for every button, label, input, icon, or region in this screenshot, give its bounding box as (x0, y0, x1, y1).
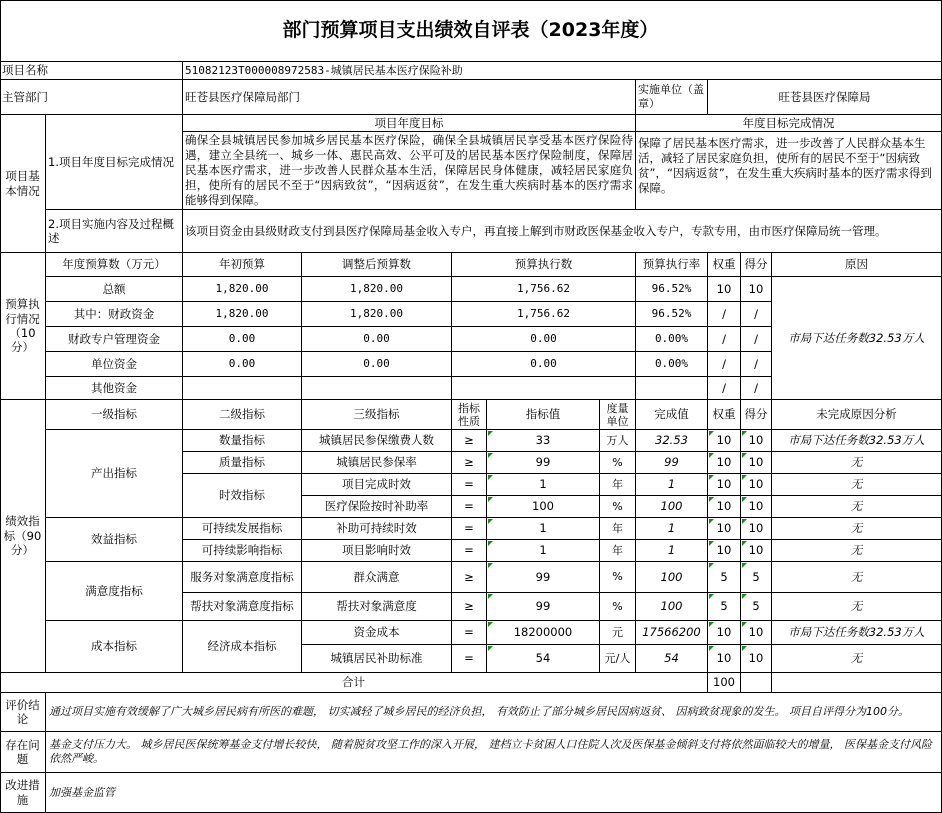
budget-score: 10 (741, 277, 772, 302)
indicator-nature: = (452, 645, 487, 673)
level2-indicator: 可持续影响指标 (183, 540, 302, 562)
indicator-value: 1 (487, 518, 600, 540)
budget-adjusted: 1,820.00 (302, 302, 452, 327)
budget-header-label: 年度预算数（万元） (46, 253, 183, 277)
budget-initial: 0.00 (183, 327, 302, 352)
indicator-nature: ≥ (452, 562, 487, 593)
perf-header-done: 完成值 (636, 400, 708, 430)
budget-score: / (741, 352, 772, 377)
budget-header-adjusted: 调整后预算数 (302, 253, 452, 277)
completed-value: 1 (636, 540, 708, 562)
budget-row-label: 其中：财政资金 (46, 302, 183, 327)
level2-indicator: 时效指标 (183, 474, 302, 518)
indicator-score: 10 (741, 645, 772, 673)
total-label: 合计 (0, 673, 708, 693)
improve-text: 加强基金监管 (46, 773, 942, 813)
indicator-value: 99 (487, 593, 600, 621)
perf-header-value: 指标值 (487, 400, 600, 430)
budget-header-rate: 预算执行率 (636, 253, 708, 277)
indicator-score: 10 (741, 430, 772, 452)
indicator-score: 5 (741, 562, 772, 593)
indicator-weight: 10 (708, 621, 741, 645)
level2-indicator: 数量指标 (183, 430, 302, 452)
indicator-unit: 年 (600, 540, 636, 562)
indicator-unit: 年 (600, 518, 636, 540)
indicator-nature: = (452, 518, 487, 540)
indicator-score: 10 (741, 474, 772, 496)
perf-header-nature: 指标性质 (452, 400, 487, 430)
budget-header-initial: 年初预算 (183, 253, 302, 277)
level2-indicator: 质量指标 (183, 452, 302, 474)
indicator-value: 1 (487, 540, 600, 562)
budget-executed (452, 377, 636, 400)
indicator-unit: % (600, 593, 636, 621)
perf-header-l3: 三级指标 (302, 400, 452, 430)
level2-indicator: 经济成本指标 (183, 621, 302, 673)
indicator-weight: 10 (708, 474, 741, 496)
budget-weight: / (708, 352, 741, 377)
indicator-nature: ≥ (452, 430, 487, 452)
level3-indicator: 医疗保险按时补助率 (302, 496, 452, 518)
budget-executed: 1,756.62 (452, 277, 636, 302)
budget-header-reason: 原因 (772, 253, 942, 277)
budget-reason: 市局下达任务数32.53万人 (772, 277, 942, 400)
indicator-weight: 10 (708, 452, 741, 474)
budget-initial: 1,820.00 (183, 277, 302, 302)
indicator-score: 5 (741, 593, 772, 621)
dept-value: 旺苍县医疗保障局部门 (183, 80, 636, 115)
indicator-score: 10 (741, 621, 772, 645)
budget-rate: 96.52% (636, 302, 708, 327)
indicator-weight: 10 (708, 645, 741, 673)
perf-header-unit: 度量单位 (600, 400, 636, 430)
indicator-unit: 元 (600, 621, 636, 645)
indicator-value: 33 (487, 430, 600, 452)
impl-unit-value: 旺苍县医疗保障局 (708, 80, 942, 115)
budget-row-label: 单位资金 (46, 352, 183, 377)
indicator-weight: 10 (708, 496, 741, 518)
goal-text: 确保全县城镇居民参加城乡居民基本医疗保险，确保全县城镇居民享受基本医疗保险待遇，建立全县统一、城乡一体、惠民高效、公平可及的居民基本医疗保险制度，保障居民基本医疗需求，进一步改善人民群众基本生活，保障居民身体健康，减轻居民家庭负担，使所有的居民不至于“因病致贫”，“因病返贫”，在发生重大疾病时基本的医疗需求能够得到保障。 (183, 132, 636, 210)
budget-score: / (741, 302, 772, 327)
indicator-value: 54 (487, 645, 600, 673)
budget-executed: 0.00 (452, 327, 636, 352)
budget-rate: 96.52% (636, 277, 708, 302)
budget-adjusted (302, 377, 452, 400)
level2-indicator: 帮扶对象满意度指标 (183, 593, 302, 621)
level3-indicator: 项目影响时效 (302, 540, 452, 562)
total-score (741, 673, 772, 693)
indicator-score: 10 (741, 496, 772, 518)
budget-header-weight: 权重 (708, 253, 741, 277)
indicator-nature: = (452, 540, 487, 562)
indicator-value: 99 (487, 562, 600, 593)
goal-header: 项目年度目标 (183, 115, 636, 132)
indicator-value: 18200000 (487, 621, 600, 645)
problem-text: 基金支付压力大。 城乡居民医保统筹基金支付增长较快， 随着脱贫攻坚工作的深入开展， 建档立卡贫困人口住院人次及医保基金倾斜支付将依然面临较大的增量， 医保基金支付风险依然严峻。 (46, 732, 942, 773)
perf-header-reason: 未完成原因分析 (772, 400, 942, 430)
budget-section-label: 预算执行情况（10分） (0, 253, 46, 400)
shortfall-reason: 无 (772, 496, 942, 518)
budget-weight: / (708, 327, 741, 352)
shortfall-reason: 市局下达任务数32.53万人 (772, 430, 942, 452)
budget-initial (183, 377, 302, 400)
indicator-value: 99 (487, 452, 600, 474)
indicator-nature: ≥ (452, 452, 487, 474)
budget-score: / (741, 377, 772, 400)
completed-value: 1 (636, 518, 708, 540)
budget-rate (636, 377, 708, 400)
completed-value: 100 (636, 593, 708, 621)
dept-label: 主管部门 (0, 80, 183, 115)
perf-header-weight: 权重 (708, 400, 741, 430)
budget-row-label: 总额 (46, 277, 183, 302)
budget-score: / (741, 327, 772, 352)
level2-indicator: 可持续发展指标 (183, 518, 302, 540)
indicator-unit: % (600, 562, 636, 593)
indicator-value: 1 (487, 474, 600, 496)
process-row-label: 2.项目实施内容及过程概述 (46, 210, 183, 253)
budget-weight: 10 (708, 277, 741, 302)
level3-indicator: 群众满意 (302, 562, 452, 593)
indicator-unit: 年 (600, 474, 636, 496)
level1-indicator: 成本指标 (46, 621, 183, 673)
perf-header-score: 得分 (741, 400, 772, 430)
level3-indicator: 城镇居民参保缴费人数 (302, 430, 452, 452)
indicator-nature: = (452, 496, 487, 518)
perf-header-l2: 二级指标 (183, 400, 302, 430)
budget-weight: / (708, 302, 741, 327)
indicator-value: 100 (487, 496, 600, 518)
level1-indicator: 产出指标 (46, 430, 183, 518)
budget-header-score: 得分 (741, 253, 772, 277)
level3-indicator: 项目完成时效 (302, 474, 452, 496)
budget-initial: 1,820.00 (183, 302, 302, 327)
indicator-unit: % (600, 452, 636, 474)
budget-executed: 1,756.62 (452, 302, 636, 327)
indicator-unit: 万人 (600, 430, 636, 452)
budget-row-label: 财政专户管理资金 (46, 327, 183, 352)
indicator-unit: 元/人 (600, 645, 636, 673)
indicator-score: 10 (741, 452, 772, 474)
completed-value: 32.53 (636, 430, 708, 452)
level1-indicator: 满意度指标 (46, 562, 183, 621)
shortfall-reason: 无 (772, 593, 942, 621)
level1-indicator: 效益指标 (46, 518, 183, 562)
completed-value: 54 (636, 645, 708, 673)
process-text: 该项目资金由县级财政支付到县医疗保障局基金收入专户，再直接上解到市财政医保基金收入专户，专款专用，由市医疗保障局统一管理。 (183, 210, 942, 253)
goal-row-label: 1.项目年度目标完成情况 (46, 115, 183, 210)
shortfall-reason: 无 (772, 518, 942, 540)
shortfall-reason: 市局下达任务数32.53万人 (772, 621, 942, 645)
indicator-weight: 10 (708, 430, 741, 452)
level3-indicator: 城镇居民补助标准 (302, 645, 452, 673)
level3-indicator: 城镇居民参保率 (302, 452, 452, 474)
budget-weight: / (708, 377, 741, 400)
indicator-weight: 5 (708, 593, 741, 621)
budget-adjusted: 0.00 (302, 352, 452, 377)
level3-indicator: 帮扶对象满意度 (302, 593, 452, 621)
budget-rate: 0.00% (636, 327, 708, 352)
improve-label: 改进措施 (0, 773, 46, 813)
indicator-weight: 10 (708, 540, 741, 562)
indicator-weight: 10 (708, 518, 741, 540)
project-name-value: 51082123T000008972583-城镇居民基本医疗保险补助 (183, 62, 942, 80)
completed-value: 100 (636, 496, 708, 518)
budget-row-label: 其他资金 (46, 377, 183, 400)
shortfall-reason: 无 (772, 540, 942, 562)
performance-section-label: 绩效指标（90分） (0, 400, 46, 673)
indicator-nature: = (452, 474, 487, 496)
total-weight: 100 (708, 673, 741, 693)
indicator-score: 10 (741, 540, 772, 562)
shortfall-reason: 无 (772, 474, 942, 496)
perf-header-l1: 一级指标 (46, 400, 183, 430)
completion-header: 年度目标完成情况 (636, 115, 942, 132)
conclusion-text: 通过项目实施有效缓解了广大城乡居民病有所医的难题， 切实减轻了城乡居民的经济负担， 有效防止了部分城乡居民因病返贫、 因病致贫现象的发生。 项目自评得分为100分。 (46, 693, 942, 732)
completion-text: 保障了居民基本医疗需求，进一步改善了人民群众基本生活，减轻了居民家庭负担，使所有的居民不至于“因病致贫”，“因病返贫”，在发生重大疾病时基本的医疗需求得到保障。 (636, 132, 942, 210)
budget-header-executed: 预算执行数 (452, 253, 636, 277)
indicator-nature: = (452, 621, 487, 645)
indicator-weight: 5 (708, 562, 741, 593)
completed-value: 99 (636, 452, 708, 474)
indicator-nature: ≥ (452, 593, 487, 621)
shortfall-reason: 无 (772, 562, 942, 593)
level3-indicator: 补助可持续时效 (302, 518, 452, 540)
completed-value: 1 (636, 474, 708, 496)
project-name-label: 项目名称 (0, 62, 183, 80)
problem-label: 存在问题 (0, 732, 46, 773)
budget-adjusted: 0.00 (302, 327, 452, 352)
shortfall-reason: 无 (772, 452, 942, 474)
total-reason (772, 673, 942, 693)
budget-rate: 0.00% (636, 352, 708, 377)
indicator-score: 10 (741, 518, 772, 540)
impl-unit-label: 实施单位（盖章） (636, 80, 708, 115)
shortfall-reason: 无 (772, 645, 942, 673)
budget-initial: 0.00 (183, 352, 302, 377)
budget-executed: 0.00 (452, 352, 636, 377)
budget-adjusted: 1,820.00 (302, 277, 452, 302)
level2-indicator: 服务对象满意度指标 (183, 562, 302, 593)
conclusion-label: 评价结论 (0, 693, 46, 732)
basic-section-label: 项目基本情况 (0, 115, 46, 253)
completed-value: 100 (636, 562, 708, 593)
indicator-unit: % (600, 496, 636, 518)
level3-indicator: 资金成本 (302, 621, 452, 645)
completed-value: 17566200 (636, 621, 708, 645)
page-title: 部门预算项目支出绩效自评表（2023年度） (0, 0, 942, 62)
